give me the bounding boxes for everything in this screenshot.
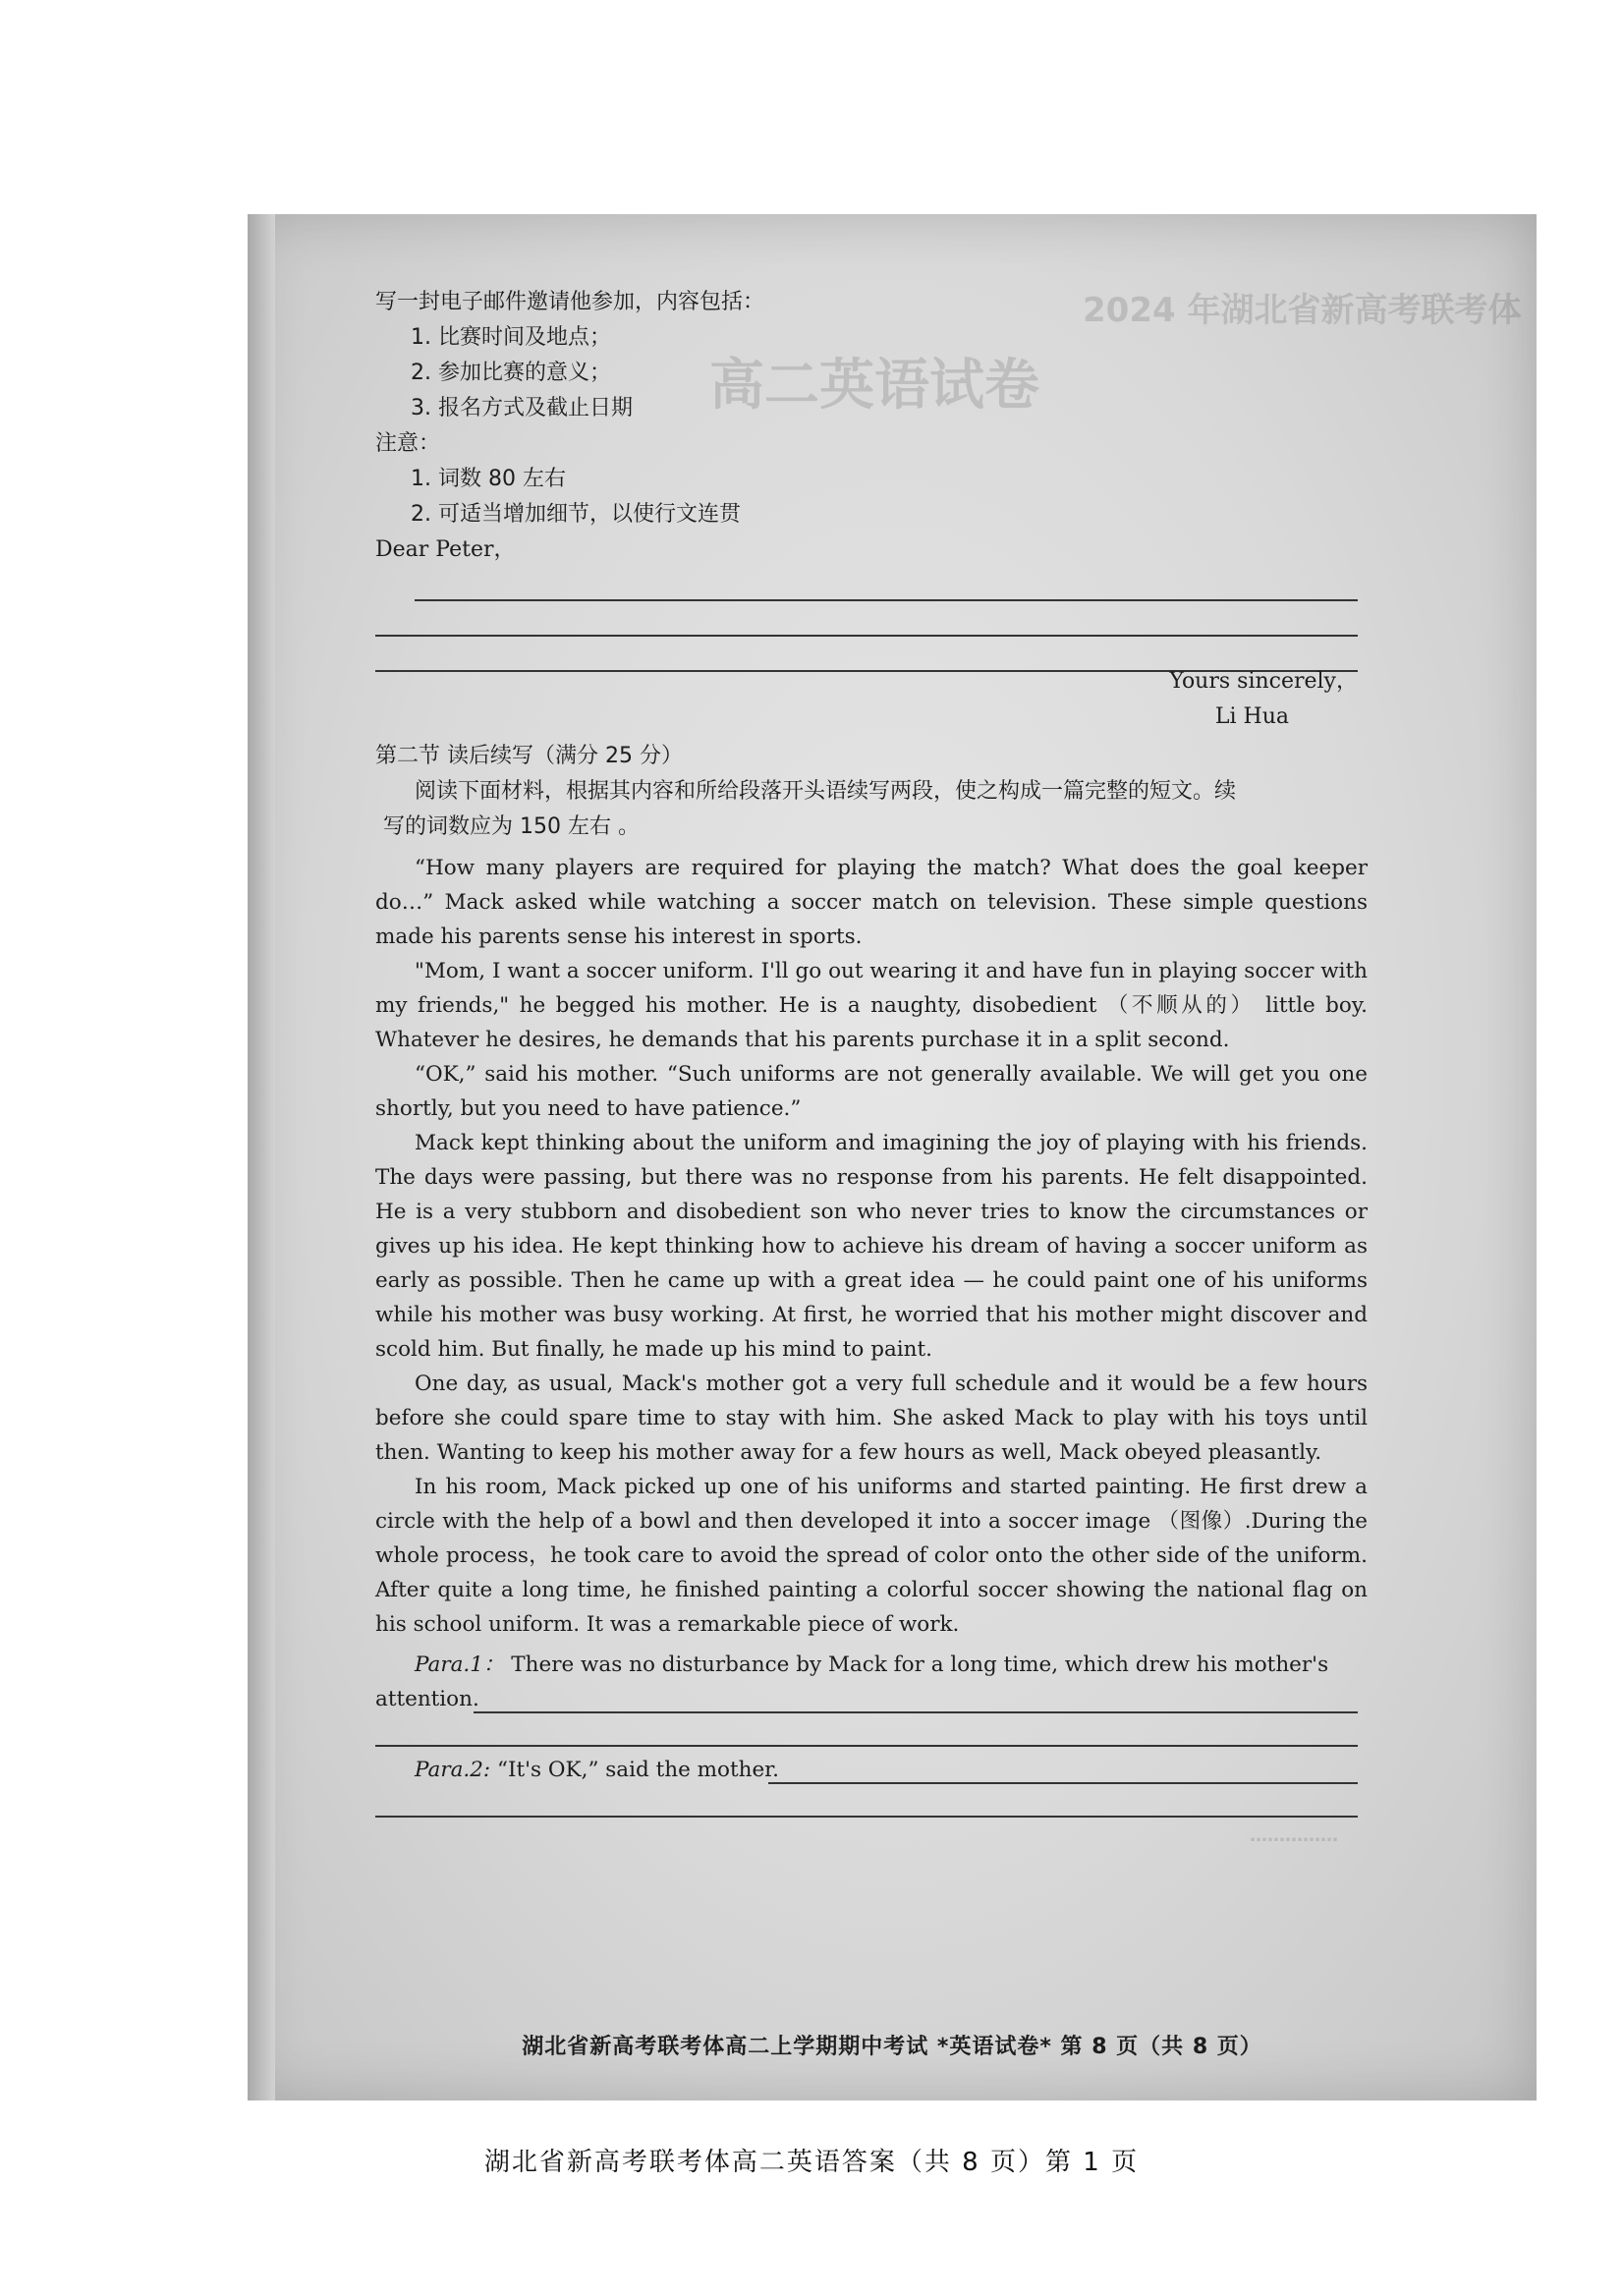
task-item-1: 1. 比赛时间及地点； — [411, 325, 611, 350]
story-paragraph: One day, as usual, Mack's mother got a very full schedule and it would be a few hours before she could spare time to stay with him. She asked Mack to play with his toys until then. Wanting to keep his mother away for a few hours as well, Mack obeyed pleasantly. — [375, 1372, 1368, 1465]
answer-line — [375, 1745, 1358, 1747]
para2-label: Para.2: — [415, 1758, 491, 1782]
answer-line — [375, 635, 1358, 637]
story-paragraph: “OK,” said his mother. “Such uniforms are not generally available. We will get you one shortly, but you need to have patience.” — [375, 1062, 1368, 1121]
para1-line-2 — [375, 1682, 1368, 1717]
salutation: Dear Peter， — [375, 537, 516, 562]
story-paragraph: In his room, Mack picked up one of his uniforms and started painting. He first drew a circle with the help of a bowl and then developed it into a soccer image （图像）.During the whole process，he took care to avoid the spread of color onto the other side of the uniform. After quite a long time, he finished painting a colorful soccer showing the national flag on his school uniform. It was a remarkable piece of work. — [375, 1475, 1368, 1637]
note-label: 注意： — [375, 431, 441, 456]
para1-start: There was no disturbance by Mack for a long time, which drew his mother's — [511, 1652, 1329, 1677]
exam-footer: 湖北省新高考联考体高二上学期期中考试 *英语试卷* 第 8 页（共 8 页） — [522, 2035, 1262, 2059]
para2-text — [375, 1753, 779, 1787]
email-task — [375, 285, 764, 568]
answer-line — [415, 599, 1358, 601]
para1-label: Para.1： — [415, 1652, 505, 1677]
bleed-through-title: 高二英语试卷 — [709, 354, 1039, 418]
note-1: 1. 词数 80 左右 — [411, 467, 566, 491]
answer-line — [768, 1782, 1358, 1784]
instructions-line-1: 阅读下面材料，根据其内容和所给段落开头语续写两段，使之构成一篇完整的短文。续 — [415, 779, 1237, 804]
signature: Li Hua — [1214, 704, 1289, 729]
bleed-through-text: …………… — [1250, 1825, 1338, 1846]
section-2 — [375, 739, 1368, 1823]
scanned-exam-page — [248, 214, 1537, 2100]
para2-start: “It's OK,” said the mother. — [497, 1758, 779, 1782]
story-text — [375, 851, 1368, 1642]
continuation-prompts — [375, 1648, 1368, 1823]
story-paragraph: Mack kept thinking about the uniform and imagining the joy of playing with his friends. The days were passing, but there was no response from his parents. He felt disappointed. He is a very stubborn and disobedient son who never tries to know the circumstances or gives up his idea. He kept thinking how to achieve his dream of having a soccer uniform as early as possible. Then he came up with a great idea — he could paint one of his uniforms while his mother was busy working. At first, he worried that his mother might discover and scold him. But finally, he made up his mind to paint. — [375, 1131, 1368, 1362]
answer-line — [375, 1816, 1358, 1818]
answer-line-row — [375, 1788, 1368, 1823]
closing: Yours sincerely， — [1169, 669, 1358, 694]
note-2: 2. 可适当增加细节，以使行文连贯 — [411, 502, 741, 527]
task-intro: 写一封电子邮件邀请他参加，内容包括： — [375, 290, 765, 314]
task-item-3: 3. 报名方式及截止日期 — [411, 396, 633, 420]
instructions-line-2: 写的词数应为 150 左右 。 — [383, 814, 640, 839]
bleed-through-text: 2024 年湖北省新高考联考体 — [1083, 291, 1522, 330]
answer-line — [474, 1711, 1358, 1713]
closing-block — [375, 664, 1358, 735]
story-paragraph: “How many players are required for playing the match? What does the goal keeper do…” Mack asked while watching a soccer match on television. These simple questions made his parents sense his interest in sports. — [375, 856, 1368, 949]
page-caption: 湖北省新高考联考体高二英语答案（共 8 页）第 1 页 — [483, 2148, 1140, 2177]
task-item-2: 2. 参加比赛的意义； — [411, 361, 611, 385]
answer-line-row — [375, 1717, 1368, 1753]
para1-start-end: attention. — [375, 1687, 479, 1711]
story-paragraph: "Mom, I want a soccer uniform. I'll go out wearing it and have fun in playing soccer with my friends," he begged his mother. He is a naughty, disobedient （不顺从的） little boy. Whatever he desires, he demands that his parents purchase it in a split second. — [375, 959, 1368, 1052]
section-heading: 第二节 读后续写（满分 25 分） — [375, 744, 683, 768]
para2-prompt — [375, 1753, 1368, 1788]
para1-prompt — [375, 1648, 1368, 1682]
